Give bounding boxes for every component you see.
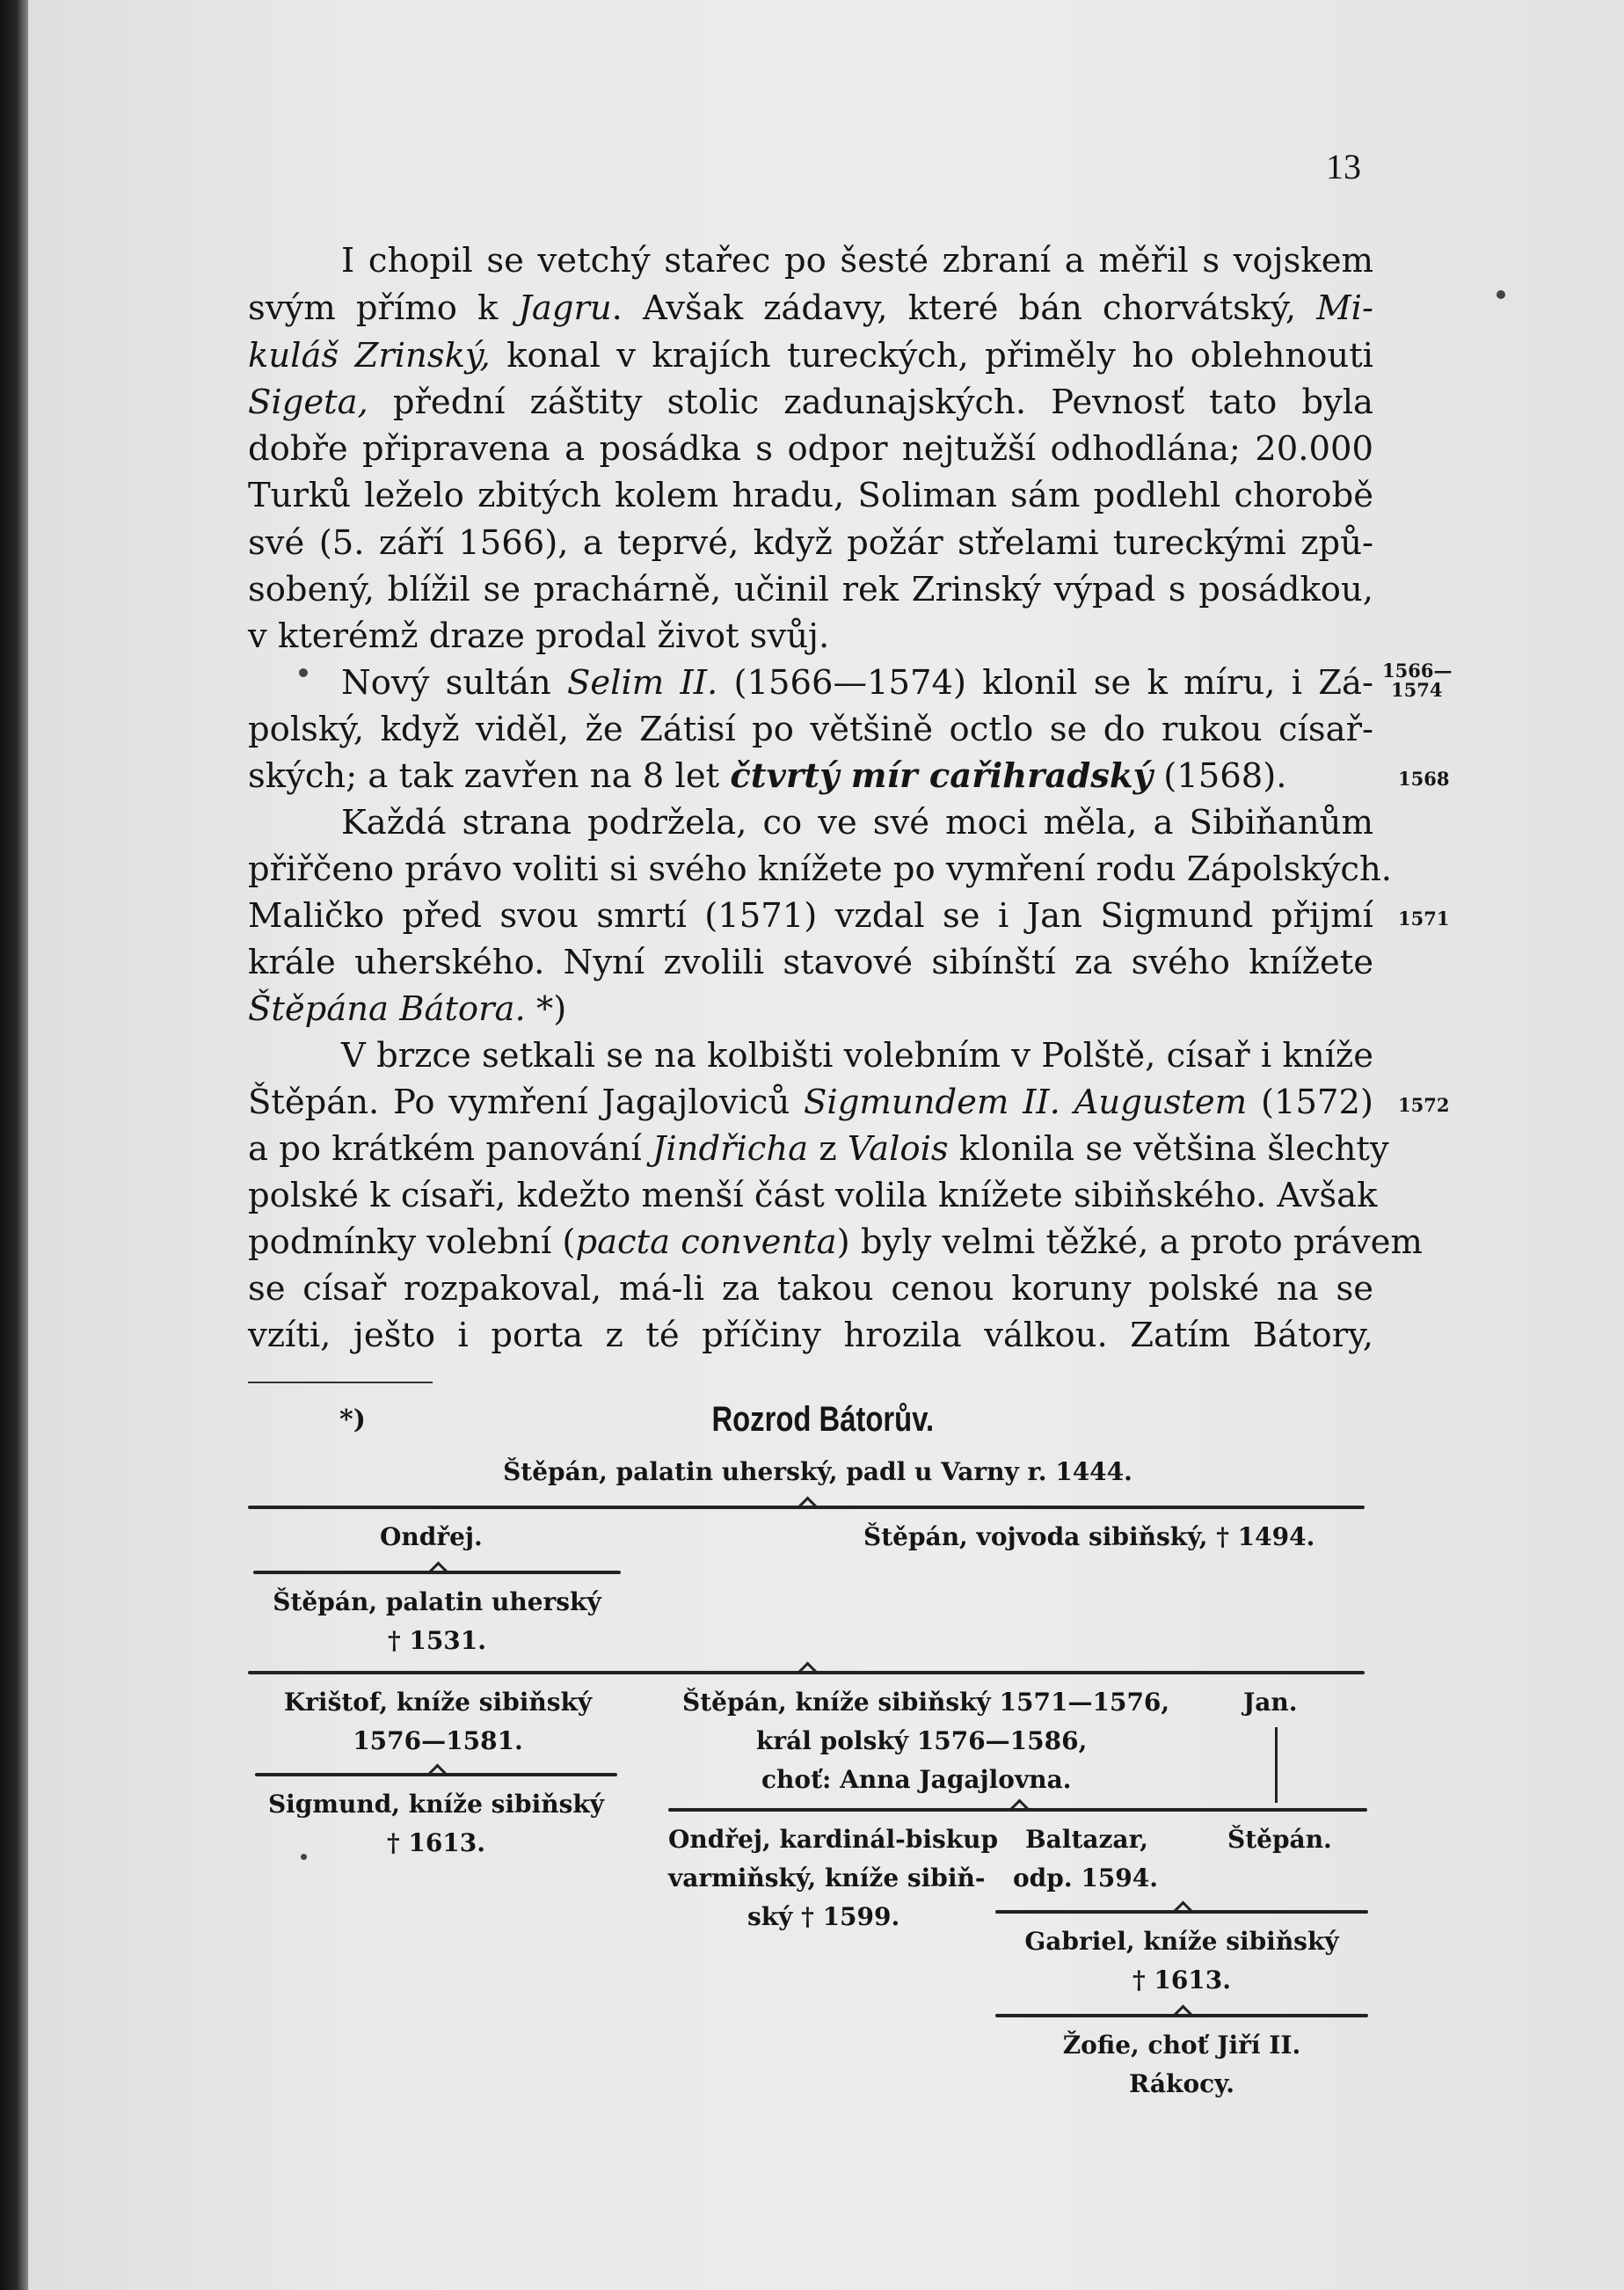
text-line: I chopil se vetchý stařec po šesté zbraní a měřil s vojskem xyxy=(341,241,1373,281)
margin-note: 1574 xyxy=(1391,679,1443,701)
tree-node-ondrej-kardinal-3: ský † 1599. xyxy=(747,1902,900,1931)
tree-node-baltazar: Baltazar, xyxy=(1025,1825,1149,1854)
tree-node-kristof: Krištof, kníže sibiňský xyxy=(283,1688,593,1717)
margin-note: 1571 xyxy=(1398,908,1450,930)
tree-node-stepan-palatin-death: † 1531. xyxy=(387,1626,487,1655)
tree-node-zofie: Žofie, choť Jiří II. xyxy=(1062,2031,1301,2060)
tree-brace xyxy=(668,1808,1367,1812)
footnote-rule xyxy=(248,1382,433,1383)
tree-node-stepan-krale-polsky: král polský 1576—1586, xyxy=(756,1726,1088,1755)
text-line: a po krátkém panování Jindřicha z Valois klonila se většina šlechty xyxy=(248,1129,1389,1169)
text-line: svým přímo k Jagru. Avšak zádavy, které bán chorvátský, Mi- xyxy=(248,288,1373,328)
tree-brace xyxy=(995,2014,1368,2017)
scan-speck xyxy=(299,668,308,677)
tree-node-stepan-youngest: Štěpán. xyxy=(1227,1825,1332,1854)
scan-speck xyxy=(1497,290,1505,299)
tree-node-ondrej-kardinal-2: varmiňský, kníže sibiň- xyxy=(668,1863,986,1893)
tree-node-ondrej-kardinal: Ondřej, kardinál-biskup xyxy=(668,1825,999,1854)
tree-brace xyxy=(253,1571,621,1574)
tree-node-ondrej: Ondřej. xyxy=(380,1522,483,1551)
tree-brace xyxy=(995,1910,1368,1914)
book-binding-edge xyxy=(0,0,28,2290)
text-line: své (5. září 1566), a teprvé, když požár střelami tureckými způ- xyxy=(248,523,1373,563)
tree-node-jan: Jan. xyxy=(1243,1688,1298,1717)
tree-node-stepan-krale: Štěpán, kníže sibiňský 1571—1576, xyxy=(682,1688,1170,1717)
tree-node-stepan-krale-chot: choť: Anna Jagajlovna. xyxy=(761,1765,1072,1794)
text-line: se císař rozpakoval, má-li za takou cenou koruny polské na se xyxy=(248,1269,1373,1309)
tree-node-baltazar-2: odp. 1594. xyxy=(1013,1863,1159,1893)
text-line: Sigeta, přední záštity stolic zadunajských. Pevnosť tato byla xyxy=(248,383,1373,422)
text-line: přiřčeno právo voliti si svého knížete po vymření rodu Zápolských. xyxy=(248,850,1393,889)
scan-speck xyxy=(301,1854,307,1860)
tree-node-zofie-2: Rákocy. xyxy=(1129,2069,1234,2098)
text-line: ských; a tak zavřen na 8 let čtvrtý mír cařihradský (1568). xyxy=(248,756,1287,796)
text-line: Turků leželo zbitých kolem hradu, Soliman sám podlehl chorobě xyxy=(248,476,1373,515)
text-line: v kterémž draze prodal život svůj. xyxy=(248,616,830,656)
genealogy-title: Rozrod Bátorův. xyxy=(711,1400,935,1439)
footnote-mark: *) xyxy=(339,1404,366,1435)
tree-root: Štěpán, palatin uherský, padl u Varny r. 1444. xyxy=(503,1457,1132,1486)
text-line: kuláš Zrinský, konal v krajích tureckých, přiměly ho oblehnouti xyxy=(248,336,1373,376)
text-line: Štěpána Bátora. *) xyxy=(248,989,567,1029)
text-line: Nový sultán Selim II. (1566—1574) klonil se k míru, i Zá- xyxy=(341,663,1373,703)
margin-note: 1568 xyxy=(1398,768,1450,790)
text-line: sobený, blížil se prachárně, učinil rek Zrinský výpad s posádkou, xyxy=(248,570,1373,609)
text-line: podmínky volební (pacta conventa) byly velmi těžké, a proto právem xyxy=(248,1222,1423,1262)
tree-node-sigmund-death: † 1613. xyxy=(386,1828,486,1857)
text-line: Každá strana podržela, co ve své moci měla, a Sibiňanům xyxy=(341,803,1373,842)
tree-brace xyxy=(248,1506,1365,1509)
margin-note: 1572 xyxy=(1398,1094,1450,1116)
tree-node-stepan-vojvoda: Štěpán, vojvoda sibiňský, † 1494. xyxy=(863,1522,1315,1551)
tree-node-stepan-palatin: Štěpán, palatin uherský xyxy=(273,1587,601,1616)
text-line: polské k císaři, kdežto menší část volila knížete sibiňského. Avšak xyxy=(248,1176,1378,1215)
text-line: vzíti, ješto i porta z té příčiny hrozila válkou. Zatím Bátory, xyxy=(248,1316,1373,1355)
tree-brace xyxy=(248,1671,1365,1674)
page-number: 13 xyxy=(1326,147,1361,186)
text-line: V brzce setkali se na kolbišti volebním v Polště, císař i kníže xyxy=(341,1036,1373,1076)
tree-node-gabriel: Gabriel, kníže sibiňský xyxy=(1024,1927,1339,1956)
margin-note: 1566— xyxy=(1382,660,1453,682)
text-line: krále uherského. Nyní zvolili stavové sibínští za svého knížete xyxy=(248,943,1373,982)
tree-brace xyxy=(255,1773,617,1776)
tree-node-kristof-years: 1576—1581. xyxy=(353,1726,523,1755)
tree-node-gabriel-death: † 1613. xyxy=(1132,1965,1232,1995)
text-line: Maličko před svou smrtí (1571) vzdal se i Jan Sigmund přijmí xyxy=(248,896,1373,936)
tree-line xyxy=(1275,1727,1278,1803)
text-line: Štěpán. Po vymření Jagajloviců Sigmundem II. Augustem (1572) xyxy=(248,1083,1373,1122)
text-line: dobře připravena a posádka s odpor nejtužší odhodlána; 20.000 xyxy=(248,429,1373,469)
text-line: polský, když viděl, že Zátisí po většině octlo se do rukou císař- xyxy=(248,710,1373,749)
tree-node-sigmund: Sigmund, kníže sibiňský xyxy=(267,1790,605,1819)
